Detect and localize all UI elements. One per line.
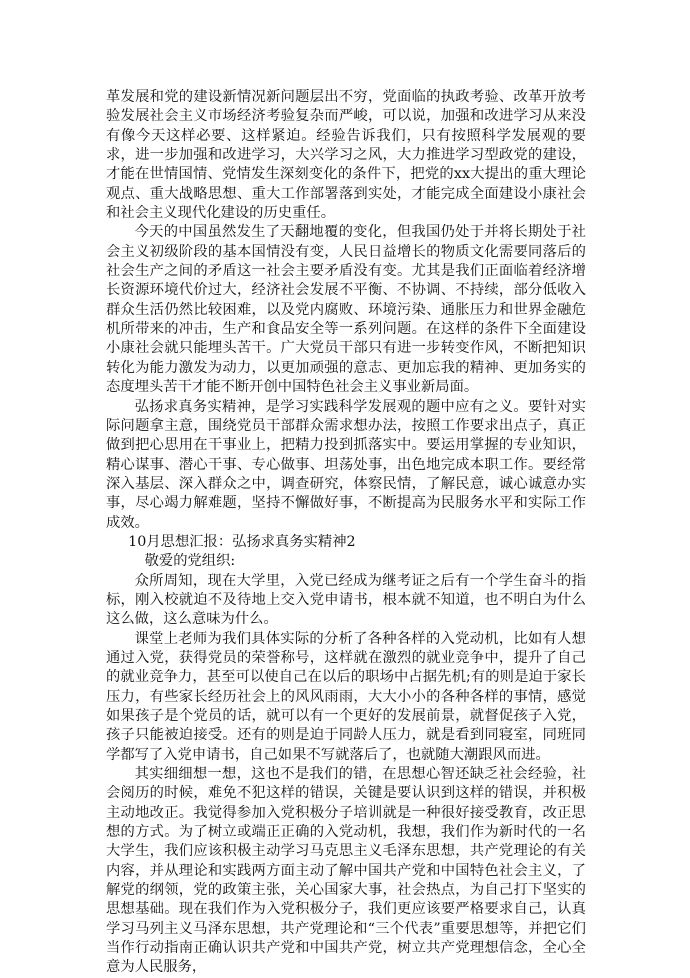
- letter-paragraph: 其实细细想一想，这也不是我们的错，在思想心智还缺乏社会经验，社会阅历的时候，难免不犯这样的错误，关键是要认识到这样的错误，并积极主动地改正。我觉得参加入党积极分子培训就是一种很好接受教育，改正思想的方式。为了树立或端正正确的入党动机，我想，我们作为新时代的一名大学生，我们应该积极主动学习马克思主义毛泽东思想，共产党理论的有关内容，并从理论和实践两方面主动了解中国共产党和中国特色社会主义，了解党的纲领，党的政策主张，关心国家大事，社会热点，为自己打下坚实的思想基础。现在我们作为入党积极分子，我们更应该要严格要求自己，认真学习马列主义马泽东思想，共产党理论和“三个代表”重要思想等，并把它们当作行动指南正确认识共产党和中国共产党，树立共产党理想信念，全心全意为人民服务，: [106, 766, 586, 976]
- paragraph-national-conditions: 今天的中国虽然发生了天翻地覆的变化，但我国仍处于并将长期处于社会主义初级阶段的基本国情没有变，人民日益增长的物质文化需要同落后的社会生产之间的矛盾这一社会主要矛盾没有变。尤其是我们正面临着经济增长资源环境代价过大，经济社会发展不平衡、不协调、不持续，部分低收入群众生活仍然比较困难，以及党内腐败、环境污染、通胀压力和世界金融危机所带来的冲击，生产和食品安全等一系列问题。在这样的条件下全面建设小康社会就只能埋头苦干。广大党员干部只有进一步转变作风，不断把知识转化为能力激发为动力，以更加顽强的意志、更加忘我的精神、更加务实的态度埋头苦干才能不断开创中国特色社会主义事业新局面。: [106, 224, 586, 396]
- document-page: [106, 88, 586, 978]
- letter-paragraph: 众所周知，现在大学里，入党已经成为继考证之后有一个学生奋斗的指标，刚入校就迫不及待地上交入党申请书，根本就不知道，也不明白为什么这么做，这么意味为什么。: [106, 572, 586, 628]
- paragraph-continuation: 革发展和党的建设新情况新问题层出不穷，党面临的执政考验、改革开放考验发展社会主义市场经济考验复杂而严峻，可以说，加强和改进学习从来没有像今天这样必要、这样紧迫。经验告诉我们，只有按照科学发展观的要求，进一步加强和改进学习，大兴学习之风，大力推进学习型政党的建设，才能在世情国情、党情发生深刻变化的条件下，把党的xx大提出的重大理论观点、重大战略思想、重大工作部署落到实处，才能完成全面建设小康社会和社会主义现代化建设的历史重任。: [106, 89, 586, 222]
- paragraph-pragmatic-spirit: 弘扬求真务实精神，是学习实践科学发展观的题中应有之义。要针对实际问题拿主意，围绕党员干部群众需求想办法，按照工作要求出点子，真正做到把心思用在干事业上，把精力投到抓落实中。要运用掌握的专业知识，精心谋事、潜心干事、专心做事、坦荡处事，出色地完成本职工作。要经常深入基层、深入群众之中，调查研究，体察民情，了解民意，诚心诚意办实事，尽心竭力解难题，坚持不懈做好事，不断提高为民服务水平和实际工作成效。: [106, 398, 586, 531]
- letter-paragraph: 课堂上老师为我们具体实际的分析了各种各样的入党动机，比如有人想通过入党，获得党员的荣誉称号，这样就在激烈的就业竞争中，提升了自己的就业竞争力，甚至可以使自己在以后的职场中占据先机;有的则是迫于家长压力，有些家长经历社会上的风风雨雨，大大小小的各种各样的事情，感觉如果孩子是个党员的话，就可以有一个更好的发展前景，就督促孩子入党，孩子只能被迫接受。还有的则是迫于同龄人压力，就是看到同寝室，同班同学都写了入党申请书，自己如果不写就落后了，也就随大潮跟风而进。: [106, 630, 586, 763]
- section-title: 10月思想汇报：弘扬求真务实精神2: [128, 533, 356, 550]
- salutation: 敬爱的党组织:: [144, 553, 236, 570]
